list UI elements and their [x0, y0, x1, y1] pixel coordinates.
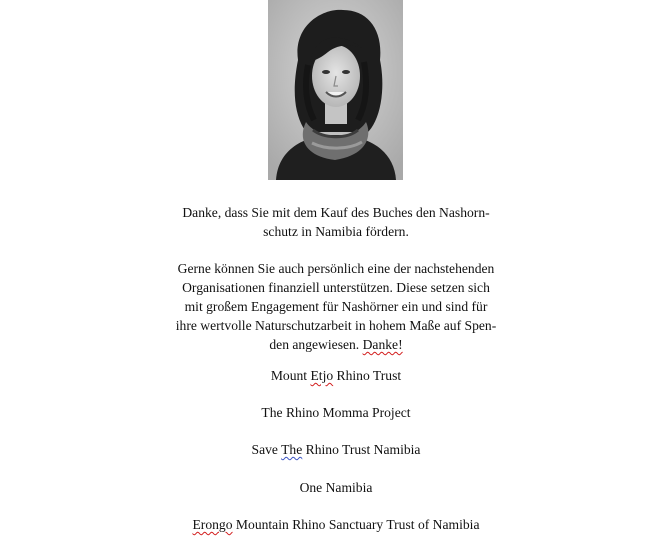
organization-rhino-momma: The Rhino Momma Project: [261, 405, 411, 420]
organization-erongo: [136, 515, 536, 534]
organization-save-the-rhino: [136, 440, 536, 459]
paragraph-text: den angewiesen.: [269, 337, 363, 352]
organization-one-namibia: One Namibia: [299, 480, 373, 495]
author-photo: [268, 0, 403, 180]
organization-mount-etjo: [136, 366, 536, 385]
paragraph-line: Gerne können Sie auch persönlich eine der nachstehenden: [177, 261, 495, 276]
spellcheck-flagged-word[interactable]: Danke!: [362, 337, 403, 352]
spellcheck-flagged-word[interactable]: Erongo: [192, 517, 233, 532]
spellcheck-flagged-word[interactable]: Etjo: [310, 368, 334, 383]
org-text: Rhino Trust: [333, 368, 402, 383]
paragraph-line: Organisationen finanziell unterstützen. Diese setzen sich: [182, 280, 490, 295]
grammar-flagged-word[interactable]: The: [281, 442, 303, 457]
paragraph-line: ihre wertvolle Naturschutzarbeit in hohem Maße auf Spen-: [175, 318, 497, 333]
paragraph-line: schutz in Namibia fördern.: [263, 224, 409, 239]
paragraph-line: mit großem Engagement für Nashörner ein und sind für: [184, 299, 488, 314]
thank-you-paragraph: [136, 203, 536, 241]
org-text: Mountain Rhino Sanctuary Trust of Namibia: [232, 517, 480, 532]
org-text: Mount: [270, 368, 311, 383]
paragraph-line: [136, 335, 536, 354]
org-text: Save: [251, 442, 282, 457]
paragraph-line: Danke, dass Sie mit dem Kauf des Buches den Nashorn-: [182, 205, 490, 220]
org-text: Rhino Trust Namibia: [302, 442, 421, 457]
donation-appeal-paragraph: [136, 259, 536, 354]
